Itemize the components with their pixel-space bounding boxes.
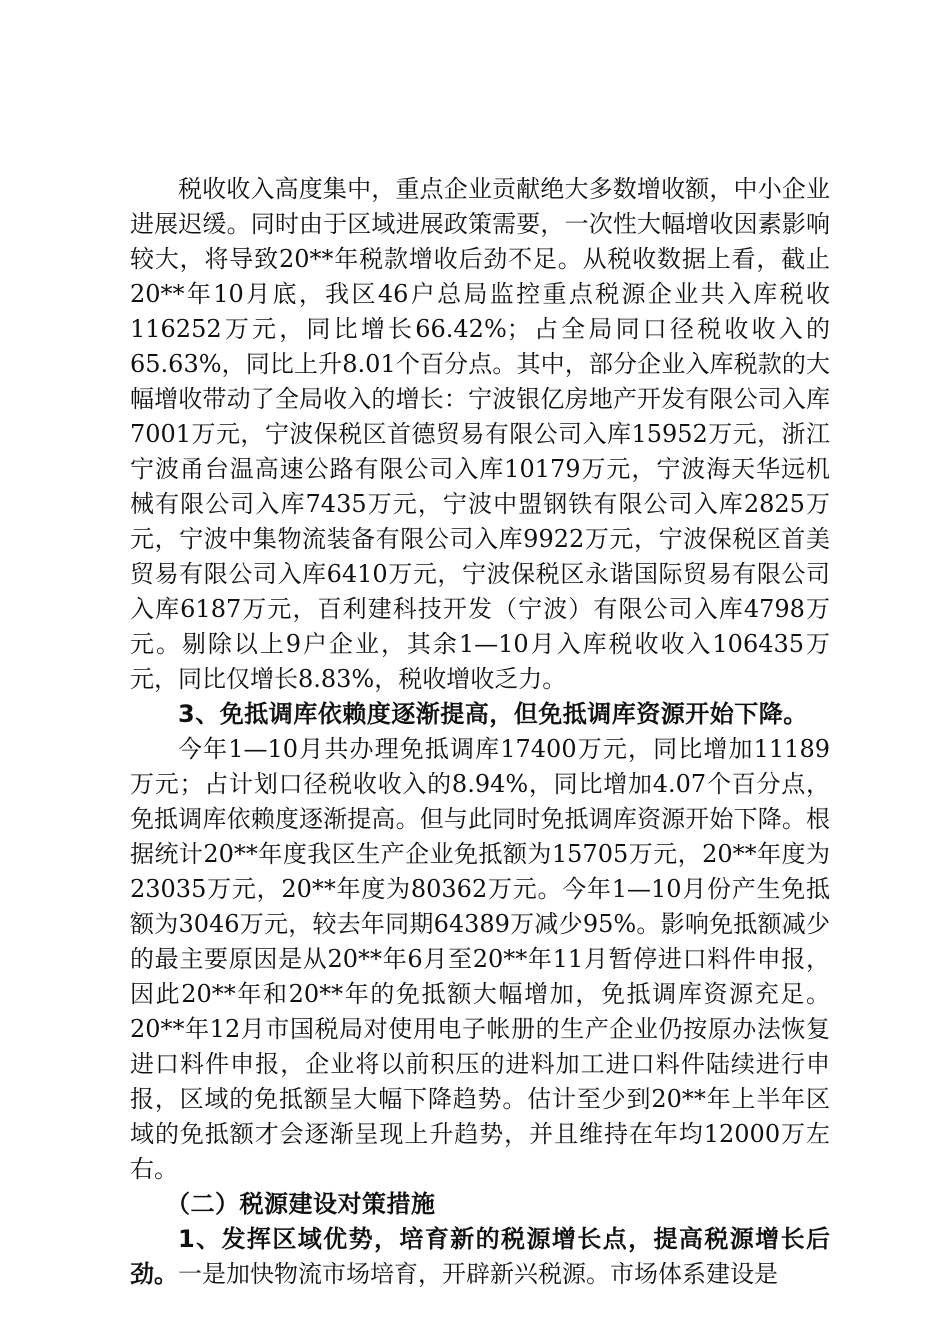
paragraph-3-text: 一是加快物流市场培育，开辟新兴税源。市场体系建设是 (178, 1260, 778, 1288)
subheading-3: 3、免抵调库依赖度逐渐提高，但免抵调库资源开始下降。 (178, 700, 808, 728)
document-page (130, 172, 830, 1292)
section-heading: （二）税源建设对策措施 (166, 1190, 436, 1218)
body-paragraph-2: 今年1—10月共办理免抵调库17400万元，同比增加11189万元；占计划口径税收收入的8.94%，同比增加4.07个百分点，免抵调库依赖度逐渐提高。但与此同时免抵调库资源开始下降。根据统计20**年度我区生产企业免抵额为15705万元，20**年度为23035万元，20**年度为80362万元。今年1—10月份产生免抵额为3046万元，较去年同期64389万减少95%。影响免抵额减少的最主要原因是从20**年6月至20**年11月暂停进口料件申报，因此20**年和20**年的免抵额大幅增加，免抵调库资源充足。20**年12月市国税局对使用电子帐册的生产企业仍按原办法恢复进口料件申报，企业将以前积压的进料加工进口料件陆续进行申报，区域的免抵额呈大幅下降趋势。估计至少到20**年上半年区域的免抵额才会逐渐呈现上升趋势，并且维持在年均12000万左右。 (130, 735, 830, 1183)
paragraph-3-lead: 1、发挥区域优势，培育新的税源增长点，提高税源增长后劲。 (130, 1225, 830, 1288)
body-paragraph-1: 税收收入高度集中，重点企业贡献绝大多数增收额，中小企业进展迟缓。同时由于区域进展政策需要，一次性大幅增收因素影响较大，将导致20**年税款增收后劲不足。从税收数据上看，截止20**年10月底，我区46户总局监控重点税源企业共入库税收116252万元，同比增长66.42%；占全局同口径税收收入的65.63%，同比上升8.01个百分点。其中，部分企业入库税款的大幅增收带动了全局收入的增长：宁波银亿房地产开发有限公司入库7001万元，宁波保税区首德贸易有限公司入库15952万元，浙江宁波甬台温高速公路有限公司入库10179万元，宁波海天华远机械有限公司入库7435万元，宁波中盟钢铁有限公司入库2825万元，宁波中集物流装备有限公司入库9922万元，宁波保税区首美贸易有限公司入库6410万元，宁波保税区永谐国际贸易有限公司入库6187万元，百利建科技开发（宁波）有限公司入库4798万元。剔除以上9户企业，其余1—10月入库税收收入106435万元，同比仅增长8.83%，税收增收乏力。 (130, 175, 830, 693)
body-paragraph-3 (130, 1222, 830, 1292)
